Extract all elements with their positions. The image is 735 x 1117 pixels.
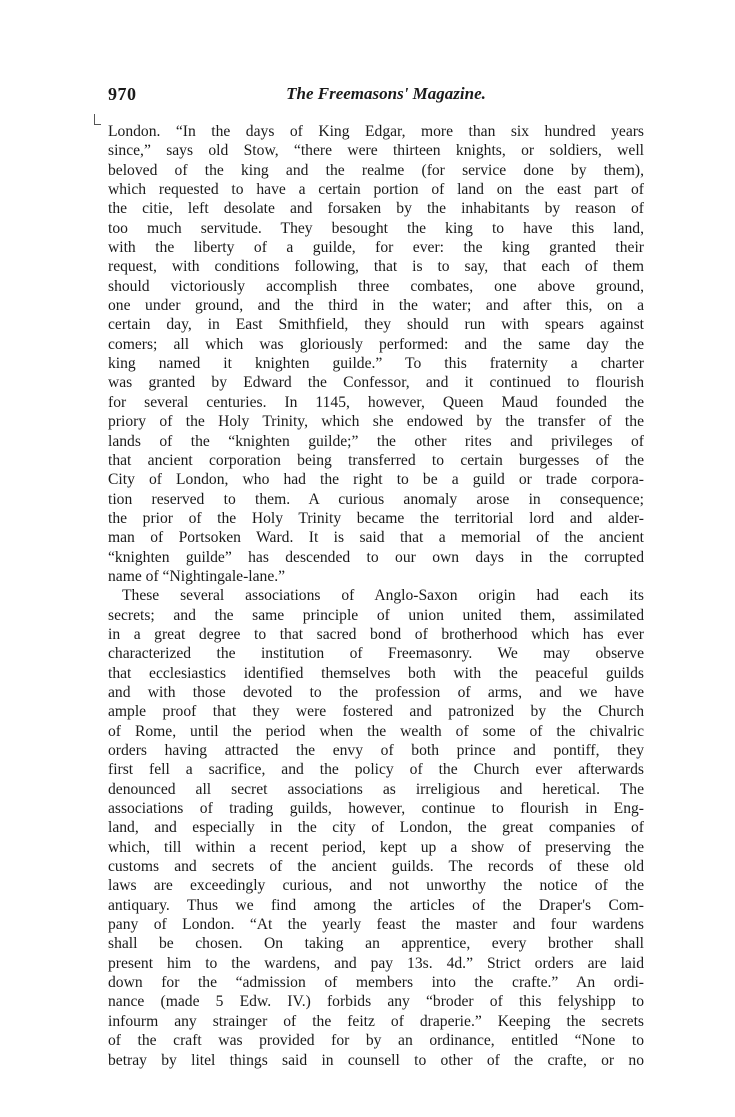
text-line: denounced all secret associations as irreligious and heretical. The xyxy=(108,780,644,798)
text-line: one under ground, and the third in the water; and after this, on a xyxy=(108,297,644,315)
text-line: associations of trading guilds, however, continue to flourish in Eng- xyxy=(108,800,644,818)
text-line: with the liberty of a guilde, for ever: the king granted their xyxy=(108,239,644,257)
text-line: name of “Nightingale-lane.” xyxy=(108,567,286,585)
text-line: antiquary. Thus we find among the articles of the Draper's Com- xyxy=(108,896,644,914)
text-line: certain day, in East Smithfield, they should run with spears against xyxy=(108,316,644,334)
text-line: infourm any strainger of the feitz of draperie.” Keeping the secrets xyxy=(108,1012,644,1030)
margin-mark xyxy=(94,114,101,125)
text-line: comers; all which was gloriously performed: and the same day the xyxy=(108,335,644,353)
text-line: lands of the “knighten guilde;” the other rites and privileges of xyxy=(108,432,644,450)
text-line: shall be chosen. On taking an apprentice, every brother shall xyxy=(108,935,644,953)
text-line: in a great degree to that sacred bond of brotherhood which has ever xyxy=(108,625,644,643)
text-line: of the craft was provided for by an ordinance, entitled “None to xyxy=(108,1032,644,1050)
text-line: orders having attracted the envy of both prince and pontiff, they xyxy=(108,742,644,759)
text-line: and with those devoted to the profession of arms, and we have xyxy=(108,683,644,701)
text-line: City of London, who had the right to be a guild or trade corpora- xyxy=(108,471,644,489)
text-line: which, till within a recent period, kept up a show of preserving the xyxy=(108,838,644,856)
text-line: betray by litel things said in counsell to other of the crafte, or no xyxy=(108,1051,644,1069)
text-line: land, and especially in the city of London, the great companies of xyxy=(108,819,644,837)
text-line: down for the “admission of members into the crafte.” An ordi- xyxy=(108,974,644,992)
article-body xyxy=(108,122,644,1070)
text-line: priory of the Holy Trinity, which she endowed by the transfer of the xyxy=(108,413,644,431)
text-line: “knighten guilde” has descended to our own days in the corrupted xyxy=(108,548,644,566)
text-line: London. “In the days of King Edgar, more than six hundred years xyxy=(108,123,644,140)
text-line: king named it knighten guilde.” To this fraternity a charter xyxy=(108,355,644,373)
text-line: ample proof that they were fostered and patronized by the Church xyxy=(108,703,644,721)
text-line: that ecclesiastics identified themselves both with the peaceful guilds xyxy=(108,664,644,682)
text-line: present him to the wardens, and pay 13s. 4d.” Strict orders are laid xyxy=(108,954,644,972)
text-line: pany of London. “At the yearly feast the master and four wardens xyxy=(108,916,644,934)
text-line: secrets; and the same principle of union united them, assimilated xyxy=(108,606,644,624)
text-line: request, with conditions following, that is to say, that each of them xyxy=(108,258,644,276)
running-title: The Freemasons' Magazine. xyxy=(286,84,486,103)
text-line: which requested to have a certain portion of land on the east part of xyxy=(108,181,644,199)
page-header xyxy=(108,84,644,108)
text-line: nance (made 5 Edw. IV.) forbids any “broder of this felyshipp to xyxy=(108,993,644,1011)
text-line: man of Portsoken Ward. It is said that a memorial of the ancient xyxy=(108,529,644,547)
text-line: beloved of the king and the realme (for service done by them), xyxy=(108,161,644,179)
text-line: the prior of the Holy Trinity became the territorial lord and alder- xyxy=(108,509,644,527)
text-line: of Rome, until the period when the wealth of some of the chivalric xyxy=(108,722,644,740)
text-line: characterized the institution of Freemasonry. We may observe xyxy=(108,645,644,663)
text-line: that ancient corporation being transferred to certain burgesses of the xyxy=(108,451,644,469)
text-line: should victoriously accomplish three combates, one above ground, xyxy=(108,277,644,295)
page-number: 970 xyxy=(108,84,137,104)
text-line: customs and secrets of the ancient guilds. The records of these old xyxy=(108,858,644,876)
text-line: was granted by Edward the Confessor, and it continued to flourish xyxy=(108,374,644,392)
text-line: first fell a sacrifice, and the policy of the Church ever afterwards xyxy=(108,761,644,779)
text-line: laws are exceedingly curious, and not unworthy the notice of the xyxy=(108,877,644,895)
text-line: since,” says old Stow, “there were thirteen knights, or soldiers, well xyxy=(108,142,644,160)
text-line: too much servitude. They besought the king to have this land, xyxy=(108,219,644,237)
text-line: These several associations of Anglo-Saxon origin had each its xyxy=(122,587,644,605)
text-line: the citie, left desolate and forsaken by the inhabitants by reason of xyxy=(108,200,644,218)
text-line: for several centuries. In 1145, however, Queen Maud founded the xyxy=(108,393,644,411)
text-line: tion reserved to them. A curious anomaly arose in consequence; xyxy=(108,490,644,508)
